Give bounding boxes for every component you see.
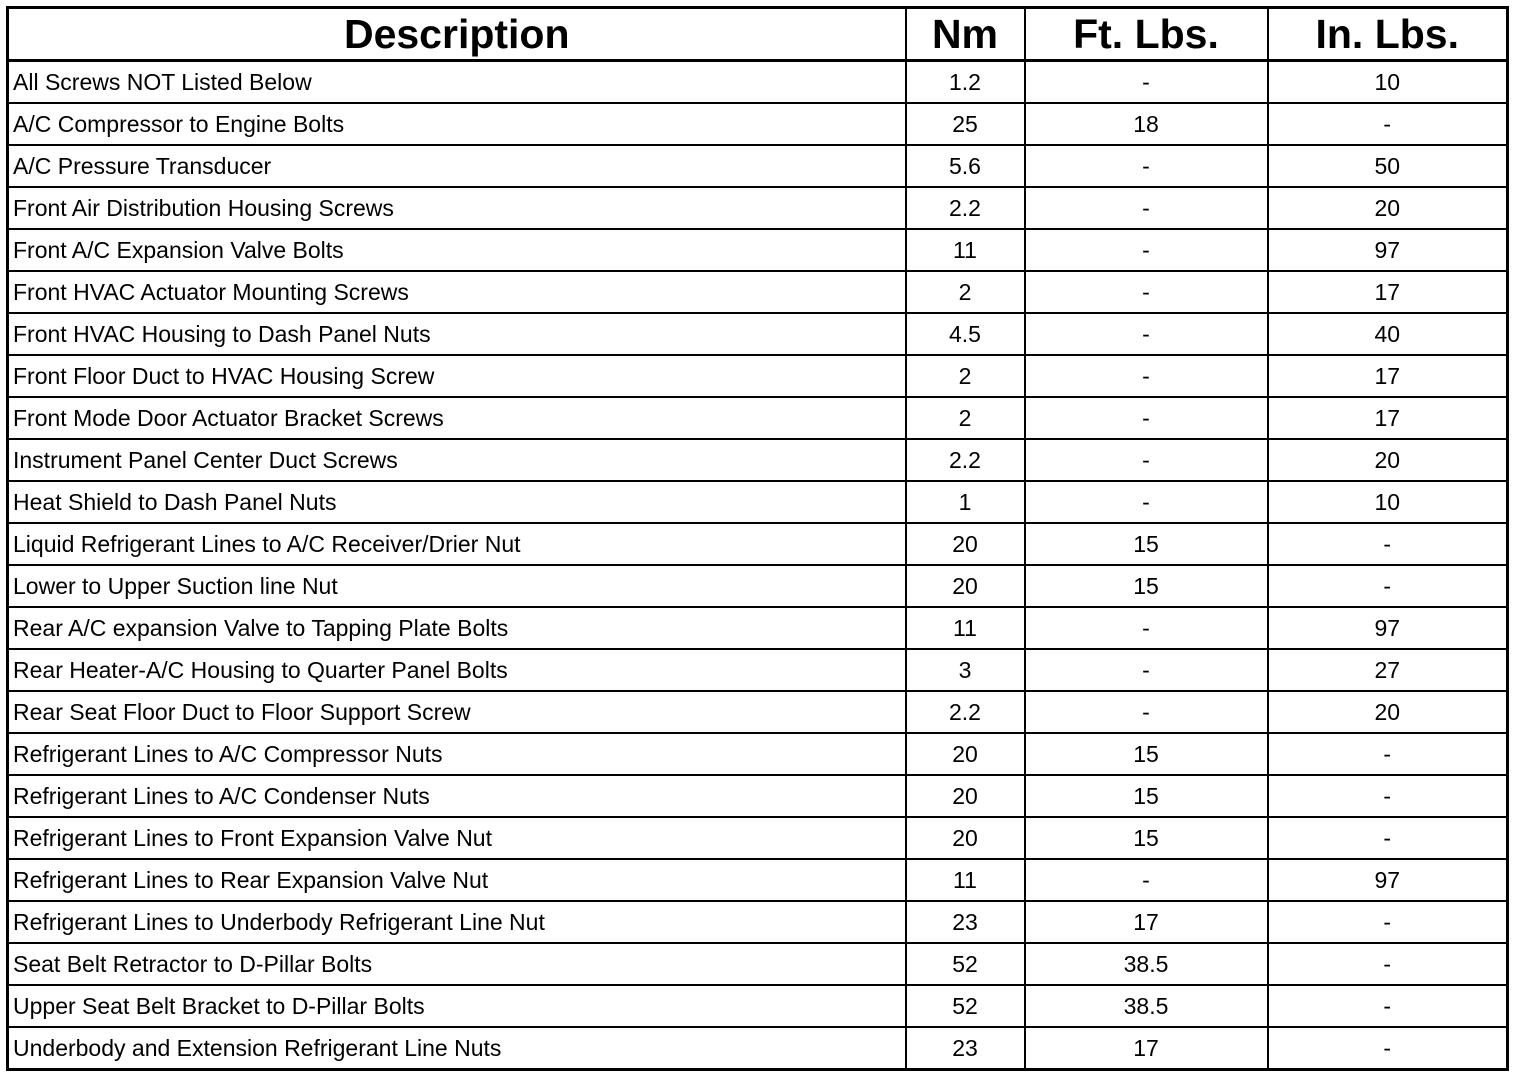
cell-ft-lbs: 15 [1025,733,1268,775]
cell-description: Underbody and Extension Refrigerant Line Nuts [8,1027,906,1070]
table-row [8,691,1508,733]
header-ft-lbs: Ft. Lbs. [1025,8,1268,61]
header-row [8,8,1508,61]
cell-ft-lbs: 15 [1025,565,1268,607]
cell-nm: 11 [906,859,1025,901]
cell-in-lbs: 97 [1268,229,1508,271]
cell-nm: 2.2 [906,439,1025,481]
cell-ft-lbs: - [1025,187,1268,229]
cell-nm: 20 [906,523,1025,565]
cell-in-lbs: 20 [1268,691,1508,733]
cell-description: Refrigerant Lines to A/C Condenser Nuts [8,775,906,817]
cell-in-lbs: - [1268,565,1508,607]
table-row [8,439,1508,481]
cell-ft-lbs: - [1025,271,1268,313]
table-row [8,229,1508,271]
cell-nm: 11 [906,229,1025,271]
cell-nm: 2 [906,397,1025,439]
header-description: Description [8,8,906,61]
cell-ft-lbs: 15 [1025,523,1268,565]
table-row [8,901,1508,943]
torque-spec-table [6,6,1509,1071]
cell-description: A/C Compressor to Engine Bolts [8,103,906,145]
table-row [8,523,1508,565]
table-row [8,607,1508,649]
table-row [8,775,1508,817]
cell-in-lbs: 17 [1268,397,1508,439]
cell-nm: 52 [906,985,1025,1027]
table-row [8,985,1508,1027]
cell-in-lbs: 10 [1268,481,1508,523]
table-row [8,649,1508,691]
cell-description: A/C Pressure Transducer [8,145,906,187]
cell-nm: 2.2 [906,691,1025,733]
cell-in-lbs: 17 [1268,271,1508,313]
cell-ft-lbs: - [1025,439,1268,481]
cell-description: Front Air Distribution Housing Screws [8,187,906,229]
cell-ft-lbs: 15 [1025,775,1268,817]
cell-in-lbs: - [1268,523,1508,565]
cell-ft-lbs: 17 [1025,901,1268,943]
cell-in-lbs: - [1268,985,1508,1027]
table-body [8,61,1508,1070]
cell-nm: 2.2 [906,187,1025,229]
table-row [8,61,1508,104]
cell-nm: 20 [906,565,1025,607]
cell-nm: 5.6 [906,145,1025,187]
cell-ft-lbs: 17 [1025,1027,1268,1070]
cell-in-lbs: 97 [1268,607,1508,649]
table-row [8,271,1508,313]
cell-description: Upper Seat Belt Bracket to D-Pillar Bolts [8,985,906,1027]
cell-description: Front HVAC Housing to Dash Panel Nuts [8,313,906,355]
cell-description: Refrigerant Lines to Front Expansion Valve Nut [8,817,906,859]
cell-ft-lbs: - [1025,397,1268,439]
cell-description: Rear Heater-A/C Housing to Quarter Panel Bolts [8,649,906,691]
cell-in-lbs: 17 [1268,355,1508,397]
cell-description: Lower to Upper Suction line Nut [8,565,906,607]
cell-description: Instrument Panel Center Duct Screws [8,439,906,481]
cell-description: Liquid Refrigerant Lines to A/C Receiver/Drier Nut [8,523,906,565]
table-row [8,187,1508,229]
cell-nm: 11 [906,607,1025,649]
cell-ft-lbs: 38.5 [1025,985,1268,1027]
table-row [8,565,1508,607]
cell-in-lbs: 97 [1268,859,1508,901]
cell-in-lbs: 20 [1268,187,1508,229]
cell-nm: 2 [906,355,1025,397]
cell-nm: 1 [906,481,1025,523]
cell-description: Seat Belt Retractor to D-Pillar Bolts [8,943,906,985]
cell-ft-lbs: - [1025,859,1268,901]
header-nm: Nm [906,8,1025,61]
table-row [8,817,1508,859]
cell-nm: 20 [906,733,1025,775]
table-row [8,1027,1508,1070]
cell-ft-lbs: 18 [1025,103,1268,145]
cell-description: Front Floor Duct to HVAC Housing Screw [8,355,906,397]
cell-in-lbs: - [1268,775,1508,817]
cell-ft-lbs: 38.5 [1025,943,1268,985]
cell-ft-lbs: - [1025,481,1268,523]
cell-in-lbs: 27 [1268,649,1508,691]
cell-ft-lbs: - [1025,313,1268,355]
cell-nm: 23 [906,901,1025,943]
cell-description: Front HVAC Actuator Mounting Screws [8,271,906,313]
table-row [8,859,1508,901]
cell-in-lbs: - [1268,1027,1508,1070]
cell-description: Refrigerant Lines to Rear Expansion Valve Nut [8,859,906,901]
cell-nm: 2 [906,271,1025,313]
cell-nm: 4.5 [906,313,1025,355]
cell-nm: 20 [906,817,1025,859]
cell-description: Front A/C Expansion Valve Bolts [8,229,906,271]
cell-ft-lbs: - [1025,145,1268,187]
cell-ft-lbs: 15 [1025,817,1268,859]
cell-in-lbs: 20 [1268,439,1508,481]
table-row [8,397,1508,439]
cell-ft-lbs: - [1025,229,1268,271]
cell-nm: 25 [906,103,1025,145]
cell-in-lbs: 10 [1268,61,1508,104]
cell-ft-lbs: - [1025,691,1268,733]
cell-in-lbs: - [1268,943,1508,985]
cell-in-lbs: - [1268,817,1508,859]
cell-nm: 20 [906,775,1025,817]
cell-description: Refrigerant Lines to Underbody Refrigerant Line Nut [8,901,906,943]
header-in-lbs: In. Lbs. [1268,8,1508,61]
cell-description: Rear A/C expansion Valve to Tapping Plate Bolts [8,607,906,649]
cell-in-lbs: 50 [1268,145,1508,187]
cell-in-lbs: - [1268,103,1508,145]
cell-description: Refrigerant Lines to A/C Compressor Nuts [8,733,906,775]
cell-description: Front Mode Door Actuator Bracket Screws [8,397,906,439]
table-row [8,145,1508,187]
cell-nm: 1.2 [906,61,1025,104]
cell-description: Heat Shield to Dash Panel Nuts [8,481,906,523]
cell-in-lbs: - [1268,733,1508,775]
table-row [8,355,1508,397]
cell-ft-lbs: - [1025,607,1268,649]
cell-in-lbs: 40 [1268,313,1508,355]
cell-description: Rear Seat Floor Duct to Floor Support Screw [8,691,906,733]
cell-in-lbs: - [1268,901,1508,943]
cell-ft-lbs: - [1025,355,1268,397]
cell-ft-lbs: - [1025,649,1268,691]
table-row [8,313,1508,355]
table-row [8,943,1508,985]
table-row [8,733,1508,775]
cell-description: All Screws NOT Listed Below [8,61,906,104]
cell-nm: 23 [906,1027,1025,1070]
cell-nm: 3 [906,649,1025,691]
cell-ft-lbs: - [1025,61,1268,104]
table-row [8,481,1508,523]
table-row [8,103,1508,145]
cell-nm: 52 [906,943,1025,985]
